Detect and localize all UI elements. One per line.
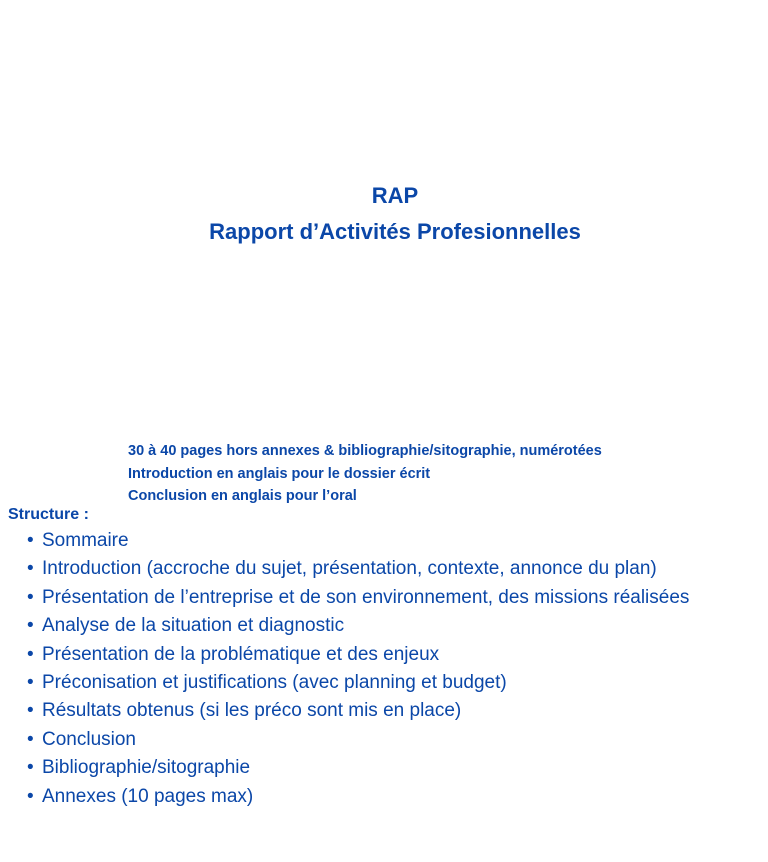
list-item xyxy=(24,641,744,669)
document-title: Rapport d’Activités Profesionnelles xyxy=(209,219,581,244)
list-item-text: Analyse de la situation et diagnostic xyxy=(42,615,345,637)
list-item-text: Présentation de l’entreprise et de son environnement, des missions réalisées xyxy=(42,586,690,608)
list-item-text: Présentation de la problématique et des enjeux xyxy=(42,643,440,665)
requirements-notes xyxy=(128,440,602,508)
list-item xyxy=(24,527,744,555)
note-conclusion-language: Conclusion en anglais pour l’oral xyxy=(128,488,357,504)
list-item xyxy=(24,555,744,583)
list-item xyxy=(24,697,744,725)
list-item xyxy=(24,584,744,612)
note-introduction-language: Introduction en anglais pour le dossier écrit xyxy=(128,465,431,482)
list-item-text: Sommaire xyxy=(42,530,129,551)
list-item-text: Introduction (accroche du sujet, présentation, contexte, annonce du plan) xyxy=(42,558,657,580)
bullet-icon: • xyxy=(27,586,34,608)
list-item xyxy=(24,612,744,640)
list-item xyxy=(24,726,744,754)
bullet-icon: • xyxy=(27,643,34,665)
structure-heading: Structure : xyxy=(8,506,89,523)
bullet-icon: • xyxy=(27,558,34,580)
list-item-text: Préconisation et justifications (avec planning et budget) xyxy=(42,672,507,694)
bullet-icon: • xyxy=(27,700,34,722)
bullet-icon: • xyxy=(27,785,34,807)
bullet-icon: • xyxy=(27,530,34,551)
list-item xyxy=(24,669,744,697)
bullet-icon: • xyxy=(27,757,34,779)
list-item xyxy=(24,783,744,811)
note-page-count: 30 à 40 pages hors annexes & bibliographie/sitographie, numérotées xyxy=(128,443,602,459)
bullet-icon: • xyxy=(27,728,34,750)
document-acronym: RAP xyxy=(371,183,419,208)
list-item-text: Résultats obtenus (si les préco sont mis en place) xyxy=(42,700,462,722)
title-block xyxy=(0,180,768,252)
list-item xyxy=(24,754,744,782)
list-item-text: Annexes (10 pages max) xyxy=(42,785,254,807)
list-item-text: Conclusion xyxy=(42,728,136,750)
bullet-icon: • xyxy=(27,615,34,637)
bullet-icon: • xyxy=(27,672,34,694)
list-item-text: Bibliographie/sitographie xyxy=(42,757,251,779)
structure-list xyxy=(24,527,744,811)
